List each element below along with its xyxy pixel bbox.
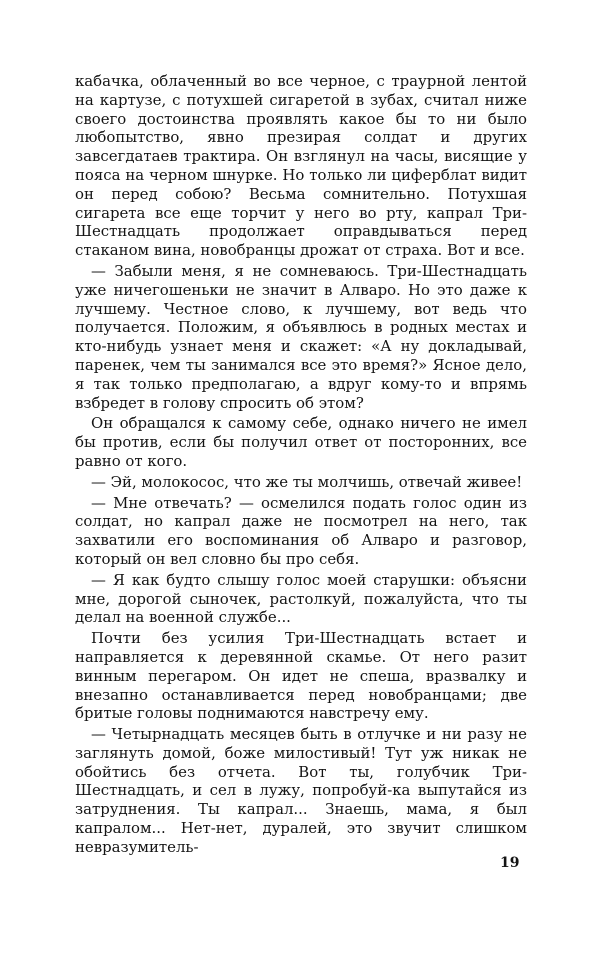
paragraph-6: — Я как будто слышу голос моей старушки: объясни мне, дорогой сыночек, растолкуй, пожалуйста, что ты делал на военной службе...	[75, 570, 527, 627]
paragraph-8: — Четырнадцать месяцев быть в отлучке и ни разу не заглянуть домой, боже милостивый! Тут уж никак не обойтись без отчета. Вот ты, голубчик Три-Шестнадцать, и сел в лужу, попробуй-ка выпутайся из затруднения. Ты капрал... Знаешь, мама, я был капралом... Нет-нет, дуралей, это звучит слишком невразумитель-	[75, 725, 527, 856]
paragraph-5: — Мне отвечать? — осмелился подать голос один из солдат, но капрал даже не посмотрел на него, так захватили его воспоминания об Алваро и разговор, который он вел словно бы про себя.	[75, 493, 527, 568]
paragraph-4: — Эй, молокосос, что же ты молчишь, отвечай живее!	[91, 472, 523, 491]
paragraph-3: Он обращался к самому себе, однако ничего не имел бы против, если бы получил ответ от посторонних, все равно от кого.	[75, 414, 527, 470]
paragraph-2: — Забыли меня, я не сомневаюсь. Три-Шестнадцать уже ничегошеньки не значит в Алваро. Но это даже к лучшему. Честное слово, к лучшему, вот ведь что получается. Положим, я объявлюсь в родных местах и кто-нибудь узнает меня и скажет: «А ну докладывай, паренек, чем ты занимался все это время?» Ясное дело, я так только предполагаю, а вдруг кому-то и впрямь взбредет в голову спросить об этом?	[75, 261, 527, 412]
page-body	[75, 72, 527, 857]
paragraph-7: Почти без усилия Три-Шестнадцать встает и направляется к деревянной скамье. От него разит винным перегаром. Он идет не спеша, вразвалку и внезапно останавливается перед новобранцами; две бритые головы поднимаются навстречу ему.	[75, 629, 527, 723]
paragraph-1: кабачка, облаченный во все черное, с траурной лентой на картузе, с потухшей сигаретой в зубах, считал ниже своего достоинства проявлять какое бы то ни было любопытство, явно презирая солдат и других завсегдатаев трактира. Он взглянул на часы, висящие у пояса на черном шнурке. Но только ли циферблат видит он перед собою? Весьма сомнительно. Потухшая сигарета все еще торчит у него во рту, капрал Три-Шестнадцать продолжает оправдываться перед стаканом вина, новобранцы дрожат от страха. Вот и все.	[75, 72, 527, 260]
page-number: 19	[500, 855, 520, 871]
